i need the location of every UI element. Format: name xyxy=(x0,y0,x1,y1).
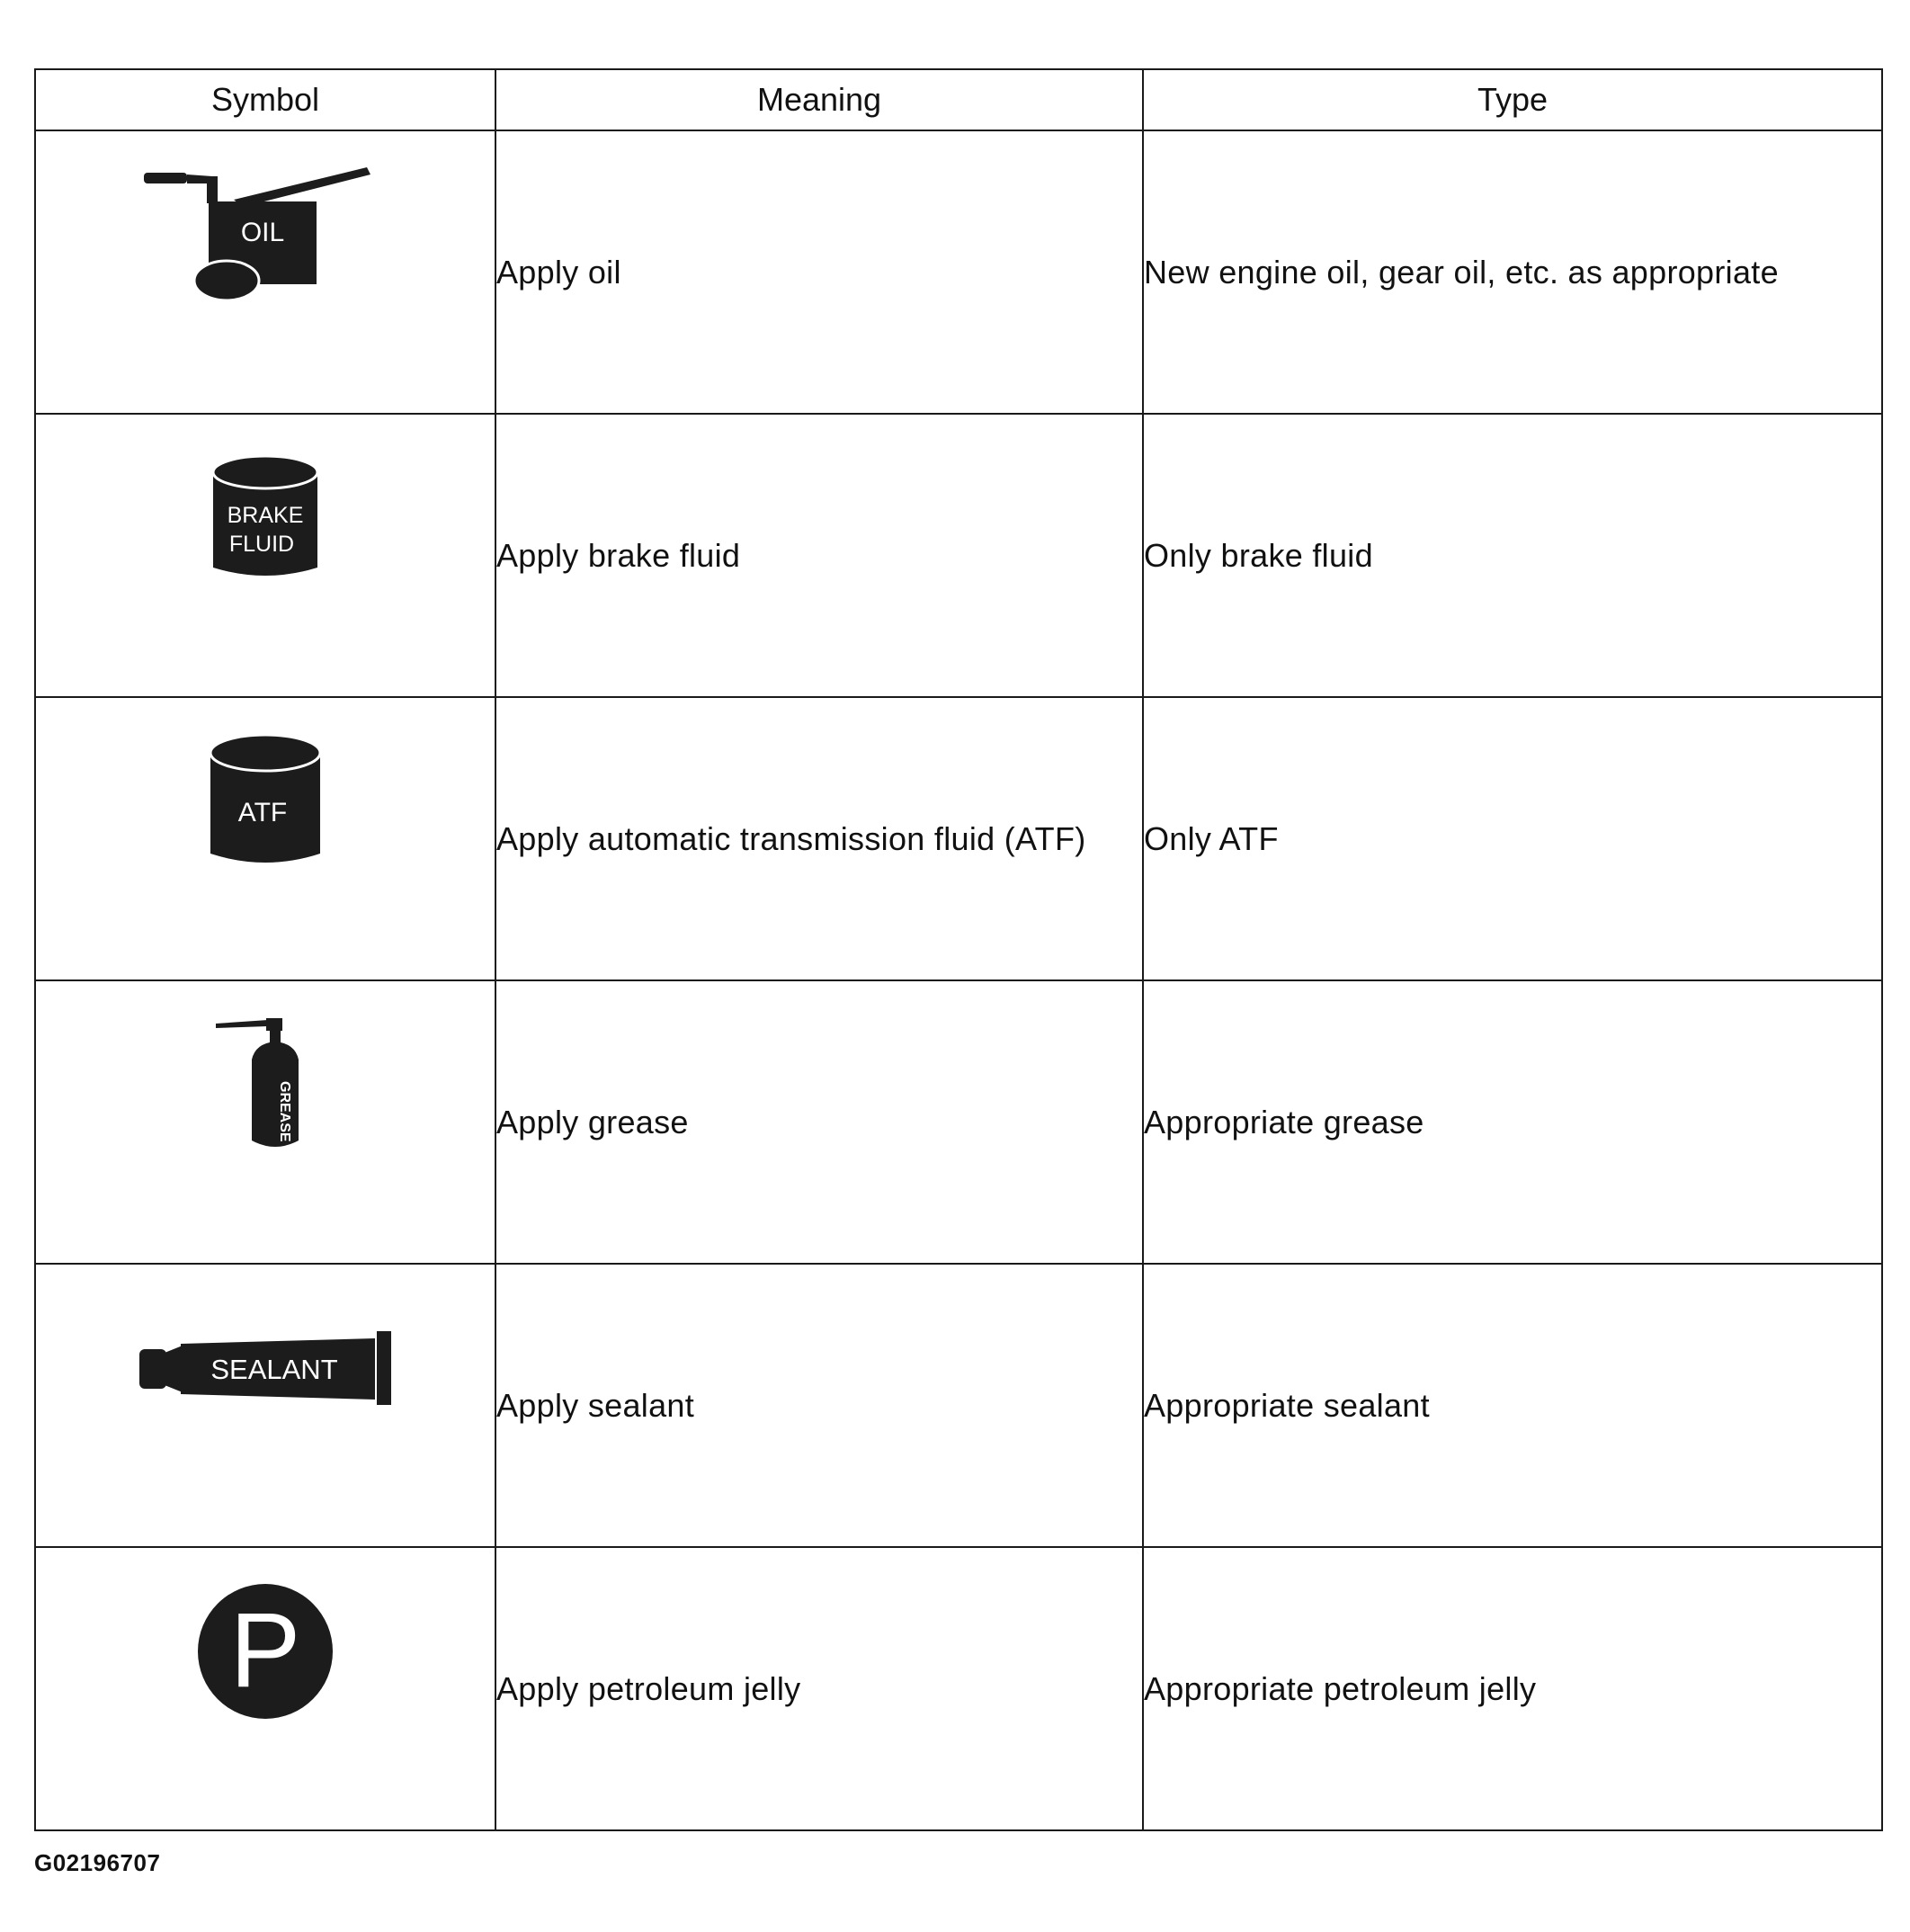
symbol-cell xyxy=(35,1264,495,1547)
figure-id: G02196707 xyxy=(34,1849,161,1876)
sealant-tube-icon xyxy=(139,1329,391,1407)
table-row xyxy=(35,1264,1882,1547)
table-row xyxy=(35,1547,1882,1830)
type-cell: Appropriate grease xyxy=(1143,980,1882,1264)
symbol-cell xyxy=(35,697,495,980)
table-row xyxy=(35,697,1882,980)
symbol-cell xyxy=(35,1547,495,1830)
type-cell: Appropriate sealant xyxy=(1143,1264,1882,1547)
meaning-cell: Apply oil xyxy=(495,130,1143,414)
meaning-cell: Apply sealant xyxy=(495,1264,1143,1547)
petroleum-jelly-label: P xyxy=(229,1590,301,1710)
brake-fluid-can-icon xyxy=(210,454,321,582)
atf-can-icon xyxy=(207,733,324,870)
table-row xyxy=(35,414,1882,697)
symbol-legend-table xyxy=(34,68,1883,1831)
oil-can-icon xyxy=(144,167,387,302)
brake-label-line1: BRAKE xyxy=(227,502,304,528)
symbol-cell xyxy=(35,980,495,1264)
header-row xyxy=(35,69,1882,130)
table-row xyxy=(35,980,1882,1264)
oil-label: OIL xyxy=(240,217,285,247)
table-row xyxy=(35,130,1882,414)
type-cell: Only brake fluid xyxy=(1143,414,1882,697)
atf-label: ATF xyxy=(237,797,288,827)
meaning-cell: Apply grease xyxy=(495,980,1143,1264)
symbol-cell xyxy=(35,414,495,697)
symbol-cell xyxy=(35,130,495,414)
header-symbol: Symbol xyxy=(35,69,495,130)
brake-label-line2: FLUID xyxy=(228,531,295,557)
meaning-cell: Apply automatic transmission fluid (ATF) xyxy=(495,697,1143,980)
grease-label: GREASE xyxy=(277,1080,292,1142)
type-cell: New engine oil, gear oil, etc. as appropriate xyxy=(1143,130,1882,414)
grease-gun-icon xyxy=(216,1018,315,1151)
header-type: Type xyxy=(1143,69,1882,130)
type-cell: Only ATF xyxy=(1143,697,1882,980)
header-meaning: Meaning xyxy=(495,69,1143,130)
type-cell: Appropriate petroleum jelly xyxy=(1143,1547,1882,1830)
petroleum-jelly-icon xyxy=(196,1582,335,1721)
meaning-cell: Apply petroleum jelly xyxy=(495,1547,1143,1830)
sealant-label: SEALANT xyxy=(210,1353,338,1385)
meaning-cell: Apply brake fluid xyxy=(495,414,1143,697)
